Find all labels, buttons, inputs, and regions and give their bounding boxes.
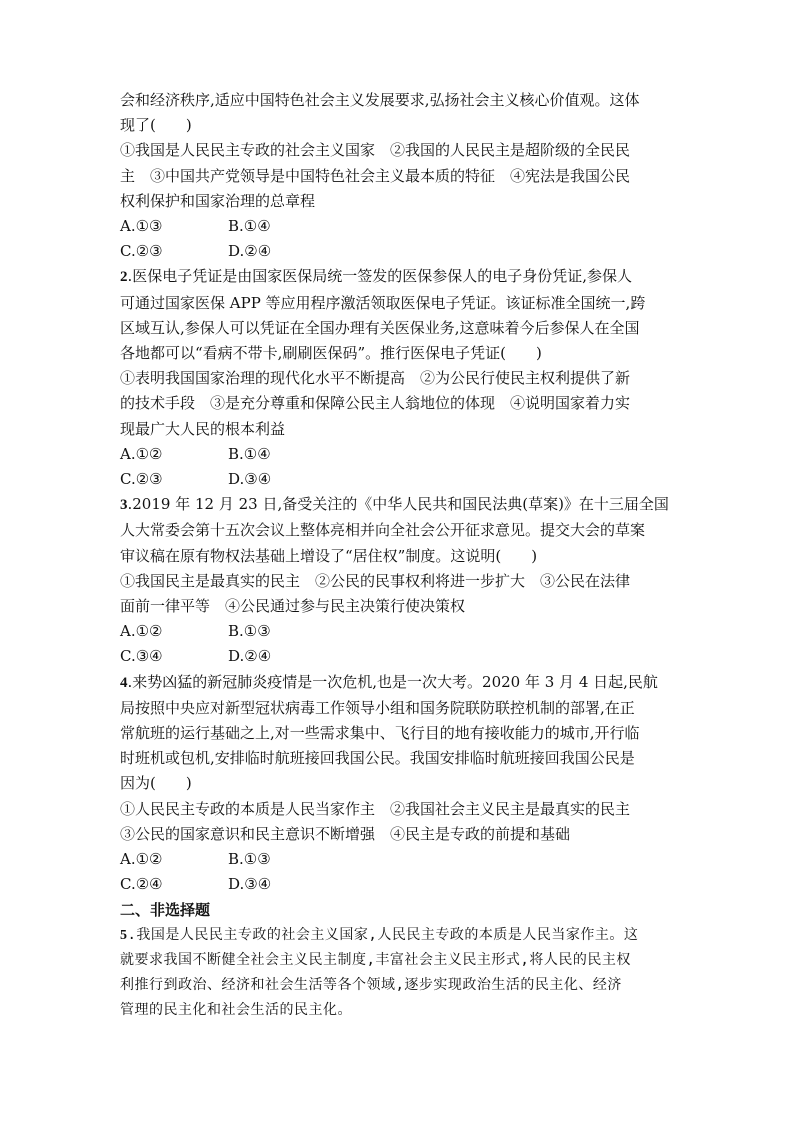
question-text: .2019 年 12 月 23 日,备受关注的《中华人民共和国民法典(草案)》在十三届全国 (127, 495, 669, 514)
question-4 (120, 670, 680, 898)
options-row (120, 619, 680, 644)
question-number: 2 (120, 269, 128, 286)
options-row (120, 847, 680, 872)
statement-line: 现最广大人民的根本利益 (120, 419, 286, 438)
answer-text-line: 就要求我国不断健全社会主义民主制度,丰富社会主义民主形式,将人民的民主权 (120, 951, 631, 968)
statement-line: ①我国民主是最真实的民主 ②公民的民事权利将进一步扩大 ③公民在法律 (120, 571, 631, 590)
options-row (120, 239, 680, 264)
option-a: A.①③ (120, 217, 163, 236)
statement-line: 的技术手段 ③是充分尊重和保障公民主人翁地位的体现 ④说明国家着力实 (120, 394, 631, 413)
statement-line: ①我国是人民民主专政的社会主义国家 ②我国的人民民主是超阶级的全民民 (120, 141, 631, 160)
question-text-line: 人大常委会第十五次会议上整体亮相并向全社会公开征求意见。提交大会的草案 (120, 521, 646, 540)
answer-text: .我国是人民民主专政的社会主义国家,人民民主专政的本质是人民当家作主。这 (127, 926, 639, 943)
options-row (120, 872, 680, 897)
section-heading: 二、非选择题 (120, 900, 211, 919)
option-d: D.②④ (228, 242, 272, 261)
option-b: B.①④ (228, 444, 271, 463)
answer-text-line (120, 923, 680, 948)
option-c: C.②④ (120, 875, 163, 894)
statement-line: ①人民民主专政的本质是人民当家作主 ②我国社会主义民主是最真实的民主 (120, 799, 631, 818)
question-2 (120, 264, 680, 492)
page-content (120, 88, 680, 1024)
question-text-line: 常航班的运行基础之上,对一些需求集中、飞行目的地有接收能力的城市,开行临 (120, 724, 640, 743)
question-number: 5 (120, 927, 128, 943)
statement-line: 面前一律平等 ④公民通过参与民主决策行使决策权 (120, 597, 466, 616)
statement-line: ①表明我国国家治理的现代化水平不断提高 ②为公民行使民主权利提供了新 (120, 369, 631, 388)
options-row (120, 644, 680, 669)
question-text-line (120, 264, 680, 290)
question-text-line: 时班机或包机,安排临时航班接回我国公民。我国安排临时航班接回我国公民是 (120, 749, 635, 768)
question-text-line: 现了( ) (120, 116, 192, 135)
question-text: .医保电子凭证是由国家医保局统一签发的医保参保人的电子身份凭证,参保人 (127, 267, 633, 286)
statement-line: 权利保护和国家治理的总章程 (120, 191, 316, 210)
answer-text-line: 管理的民主化和社会生活的民主化。 (120, 1002, 352, 1019)
statement-line: ③公民的国家意识和民主意识不断增强 ④民主是专政的前提和基础 (120, 824, 571, 843)
option-b: B.①③ (228, 622, 271, 641)
option-c: C.②③ (120, 470, 163, 489)
option-c: C.③④ (120, 647, 163, 666)
option-b: B.①④ (228, 217, 271, 236)
answer-text-line: 利推行到政治、经济和社会生活等各个领域,逐步实现政治生活的民主化、经济 (120, 977, 622, 994)
options-row (120, 467, 680, 492)
option-c: C.②③ (120, 242, 163, 261)
question-text-line: 可通过国家医保 APP 等应用程序激活领取医保电子凭证。该证标准全国统一,跨 (120, 293, 646, 312)
options-row (120, 214, 680, 239)
option-a: A.①② (120, 850, 163, 869)
question-number: 4 (120, 674, 128, 691)
option-a: A.①② (120, 444, 163, 463)
question-text-line: 会和经济秩序,适应中国特色社会主义发展要求,弘扬社会主义核心价值观。这体 (120, 91, 640, 109)
question-1 (120, 88, 680, 264)
question-text-line: 区域互认,参保人可以凭证在全国办理有关医保业务,这意味着今后参保人在全国 (120, 318, 640, 337)
question-text-line (120, 492, 680, 518)
option-a: A.①② (120, 622, 163, 641)
question-number: 3 (120, 497, 128, 514)
option-d: D.②④ (228, 647, 272, 666)
option-d: D.③④ (228, 470, 272, 489)
question-text-line: 因为( ) (120, 774, 192, 793)
question-text-line: 局按照中央应对新型冠状病毒工作领导小组和国务院联防联控机制的部署,在正 (120, 698, 635, 717)
question-text: .来势凶猛的新冠肺炎疫情是一次危机,也是一次大考。2020 年 3 月 4 日起,民航 (127, 672, 658, 691)
question-text-line: 各地都可以“看病不带卡,刷刷医保码”。推行医保电子凭证( ) (120, 344, 542, 363)
statement-line: 主 ③中国共产党领导是中国特色社会主义最本质的特征 ④宪法是我国公民 (120, 166, 631, 185)
option-d: D.③④ (228, 875, 272, 894)
question-5 (120, 923, 680, 1024)
option-b: B.①③ (228, 850, 271, 869)
question-text-line: 审议稿在原有物权法基础上增设了“居住权”制度。这说明( ) (120, 546, 538, 565)
question-3 (120, 492, 680, 669)
options-row (120, 442, 680, 467)
question-text-line (120, 670, 680, 696)
